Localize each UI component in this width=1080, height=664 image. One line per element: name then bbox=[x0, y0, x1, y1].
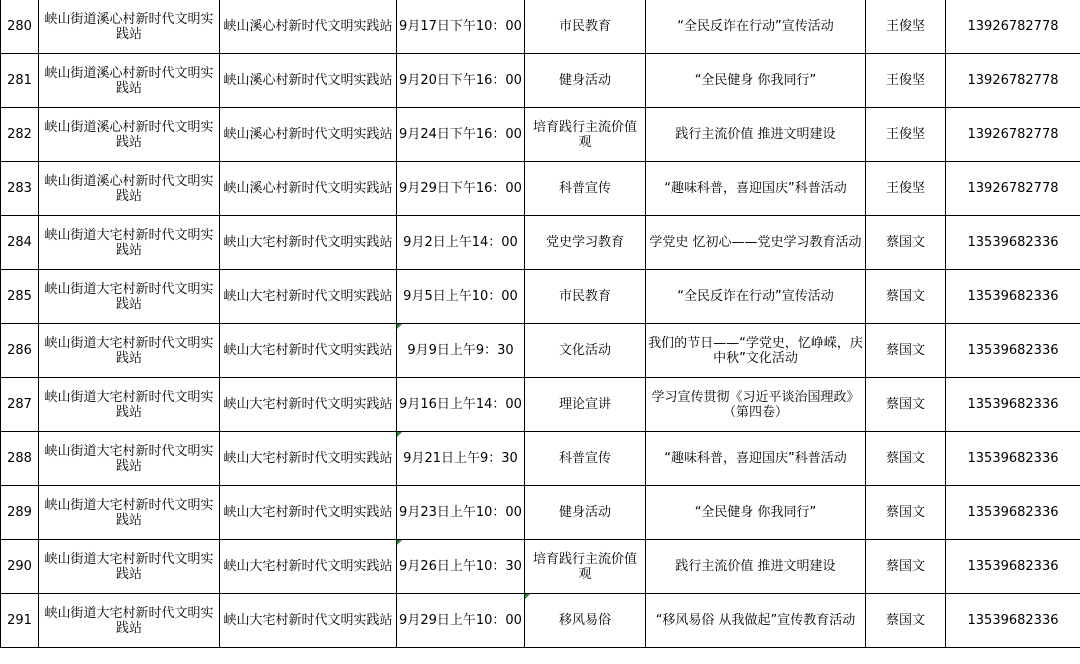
cell-unit: 峡山街道溪心村新时代文明实践站 bbox=[39, 54, 220, 108]
cell-contact: 蔡国文 bbox=[866, 486, 946, 540]
table-row bbox=[1, 378, 1080, 432]
cell-site: 峡山溪心村新时代文明实践站 bbox=[220, 54, 397, 108]
cell-phone: 13539682336 bbox=[946, 486, 1080, 540]
cell-contact: 王俊坚 bbox=[866, 162, 946, 216]
cell-activity-topic: 践行主流价值 推进文明建设 bbox=[646, 108, 866, 162]
cell-number: 291 bbox=[1, 594, 39, 648]
cell-contact: 蔡国文 bbox=[866, 540, 946, 594]
cell-phone: 13539682336 bbox=[946, 324, 1080, 378]
cell-activity-type: 健身活动 bbox=[525, 486, 646, 540]
cell-phone: 13926782778 bbox=[946, 108, 1080, 162]
cell-site: 峡山溪心村新时代文明实践站 bbox=[220, 162, 397, 216]
cell-activity-topic: “全民健身 你我同行” bbox=[646, 54, 866, 108]
cell-unit: 峡山街道溪心村新时代文明实践站 bbox=[39, 0, 220, 54]
cell-time: 9月29日下午16：00 bbox=[397, 162, 525, 216]
cell-activity-type: 党史学习教育 bbox=[525, 216, 646, 270]
cell-activity-type: 市民教育 bbox=[525, 270, 646, 324]
cell-activity-topic: “全民反诈在行动”宣传活动 bbox=[646, 270, 866, 324]
cell-contact: 蔡国文 bbox=[866, 378, 946, 432]
cell-activity-topic: 学习宣传贯彻《习近平谈治国理政》（第四卷） bbox=[646, 378, 866, 432]
cell-phone: 13539682336 bbox=[946, 432, 1080, 486]
cell-unit: 峡山街道大宅村新时代文明实践站 bbox=[39, 378, 220, 432]
table-row bbox=[1, 162, 1080, 216]
table-row bbox=[1, 54, 1080, 108]
cell-number: 284 bbox=[1, 216, 39, 270]
cell-activity-topic: “全民反诈在行动”宣传活动 bbox=[646, 0, 866, 54]
table-row bbox=[1, 0, 1080, 54]
cell-phone: 13926782778 bbox=[946, 0, 1080, 54]
cell-time: 9月9日上午9：30 bbox=[397, 324, 525, 378]
table-row bbox=[1, 324, 1080, 378]
cell-contact: 蔡国文 bbox=[866, 270, 946, 324]
cell-unit: 峡山街道大宅村新时代文明实践站 bbox=[39, 432, 220, 486]
table-row bbox=[1, 594, 1080, 648]
cell-activity-type: 培育践行主流价值观 bbox=[525, 108, 646, 162]
cell-phone: 13539682336 bbox=[946, 378, 1080, 432]
cell-site: 峡山大宅村新时代文明实践站 bbox=[220, 540, 397, 594]
cell-activity-type: 市民教育 bbox=[525, 0, 646, 54]
cell-unit: 峡山街道大宅村新时代文明实践站 bbox=[39, 324, 220, 378]
cell-activity-topic: “趣味科普，喜迎国庆”科普活动 bbox=[646, 432, 866, 486]
cell-number: 289 bbox=[1, 486, 39, 540]
cell-number: 287 bbox=[1, 378, 39, 432]
cell-time: 9月17日下午10：00 bbox=[397, 0, 525, 54]
cell-unit: 峡山街道溪心村新时代文明实践站 bbox=[39, 108, 220, 162]
cell-phone: 13926782778 bbox=[946, 54, 1080, 108]
cell-time: 9月29日上午10：00 bbox=[397, 594, 525, 648]
table-body bbox=[1, 0, 1080, 648]
cell-activity-type: 理论宣讲 bbox=[525, 378, 646, 432]
cell-number: 288 bbox=[1, 432, 39, 486]
cell-unit: 峡山街道大宅村新时代文明实践站 bbox=[39, 540, 220, 594]
cell-contact: 王俊坚 bbox=[866, 0, 946, 54]
cell-site: 峡山大宅村新时代文明实践站 bbox=[220, 378, 397, 432]
cell-site: 峡山溪心村新时代文明实践站 bbox=[220, 0, 397, 54]
cell-time: 9月5日上午10：00 bbox=[397, 270, 525, 324]
cell-phone: 13539682336 bbox=[946, 216, 1080, 270]
cell-activity-type: 健身活动 bbox=[525, 54, 646, 108]
cell-time: 9月23日上午10：00 bbox=[397, 486, 525, 540]
cell-time: 9月2日上午14：00 bbox=[397, 216, 525, 270]
cell-activity-type: 培育践行主流价值观 bbox=[525, 540, 646, 594]
cell-unit: 峡山街道溪心村新时代文明实践站 bbox=[39, 162, 220, 216]
cell-time: 9月26日上午10：30 bbox=[397, 540, 525, 594]
cell-phone: 13926782778 bbox=[946, 162, 1080, 216]
cell-activity-type: 科普宣传 bbox=[525, 432, 646, 486]
cell-site: 峡山大宅村新时代文明实践站 bbox=[220, 324, 397, 378]
cell-unit: 峡山街道大宅村新时代文明实践站 bbox=[39, 216, 220, 270]
table-row bbox=[1, 432, 1080, 486]
cell-activity-type: 移风易俗 bbox=[525, 594, 646, 648]
cell-time: 9月20日下午16：00 bbox=[397, 54, 525, 108]
cell-activity-topic: 我们的节日——“学党史，忆峥嵘，庆中秋”文化活动 bbox=[646, 324, 866, 378]
table-row bbox=[1, 216, 1080, 270]
cell-number: 283 bbox=[1, 162, 39, 216]
cell-number: 286 bbox=[1, 324, 39, 378]
cell-number: 290 bbox=[1, 540, 39, 594]
cell-number: 280 bbox=[1, 0, 39, 54]
cell-site: 峡山大宅村新时代文明实践站 bbox=[220, 270, 397, 324]
cell-unit: 峡山街道大宅村新时代文明实践站 bbox=[39, 270, 220, 324]
table-row bbox=[1, 270, 1080, 324]
cell-contact: 王俊坚 bbox=[866, 54, 946, 108]
table-row bbox=[1, 486, 1080, 540]
cell-unit: 峡山街道大宅村新时代文明实践站 bbox=[39, 486, 220, 540]
cell-time: 9月24日下午16：00 bbox=[397, 108, 525, 162]
table-row bbox=[1, 540, 1080, 594]
cell-number: 282 bbox=[1, 108, 39, 162]
cell-contact: 蔡国文 bbox=[866, 216, 946, 270]
cell-site: 峡山大宅村新时代文明实践站 bbox=[220, 486, 397, 540]
cell-number: 285 bbox=[1, 270, 39, 324]
cell-time: 9月16日上午14：00 bbox=[397, 378, 525, 432]
cell-activity-topic: 践行主流价值 推进文明建设 bbox=[646, 540, 866, 594]
cell-site: 峡山大宅村新时代文明实践站 bbox=[220, 594, 397, 648]
cell-contact: 蔡国文 bbox=[866, 594, 946, 648]
table-row bbox=[1, 108, 1080, 162]
cell-unit: 峡山街道大宅村新时代文明实践站 bbox=[39, 594, 220, 648]
cell-activity-topic: “移风易俗 从我做起”宣传教育活动 bbox=[646, 594, 866, 648]
cell-site: 峡山大宅村新时代文明实践站 bbox=[220, 432, 397, 486]
cell-phone: 13539682336 bbox=[946, 540, 1080, 594]
cell-activity-type: 文化活动 bbox=[525, 324, 646, 378]
cell-activity-type: 科普宣传 bbox=[525, 162, 646, 216]
cell-activity-topic: “全民健身 你我同行” bbox=[646, 486, 866, 540]
cell-number: 281 bbox=[1, 54, 39, 108]
cell-activity-topic: 学党史 忆初心——党史学习教育活动 bbox=[646, 216, 866, 270]
cell-site: 峡山溪心村新时代文明实践站 bbox=[220, 108, 397, 162]
cell-contact: 蔡国文 bbox=[866, 324, 946, 378]
cell-site: 峡山大宅村新时代文明实践站 bbox=[220, 216, 397, 270]
cell-time: 9月21日上午9：30 bbox=[397, 432, 525, 486]
cell-contact: 蔡国文 bbox=[866, 432, 946, 486]
cell-activity-topic: “趣味科普，喜迎国庆”科普活动 bbox=[646, 162, 866, 216]
cell-phone: 13539682336 bbox=[946, 594, 1080, 648]
cell-contact: 王俊坚 bbox=[866, 108, 946, 162]
cell-phone: 13539682336 bbox=[946, 270, 1080, 324]
